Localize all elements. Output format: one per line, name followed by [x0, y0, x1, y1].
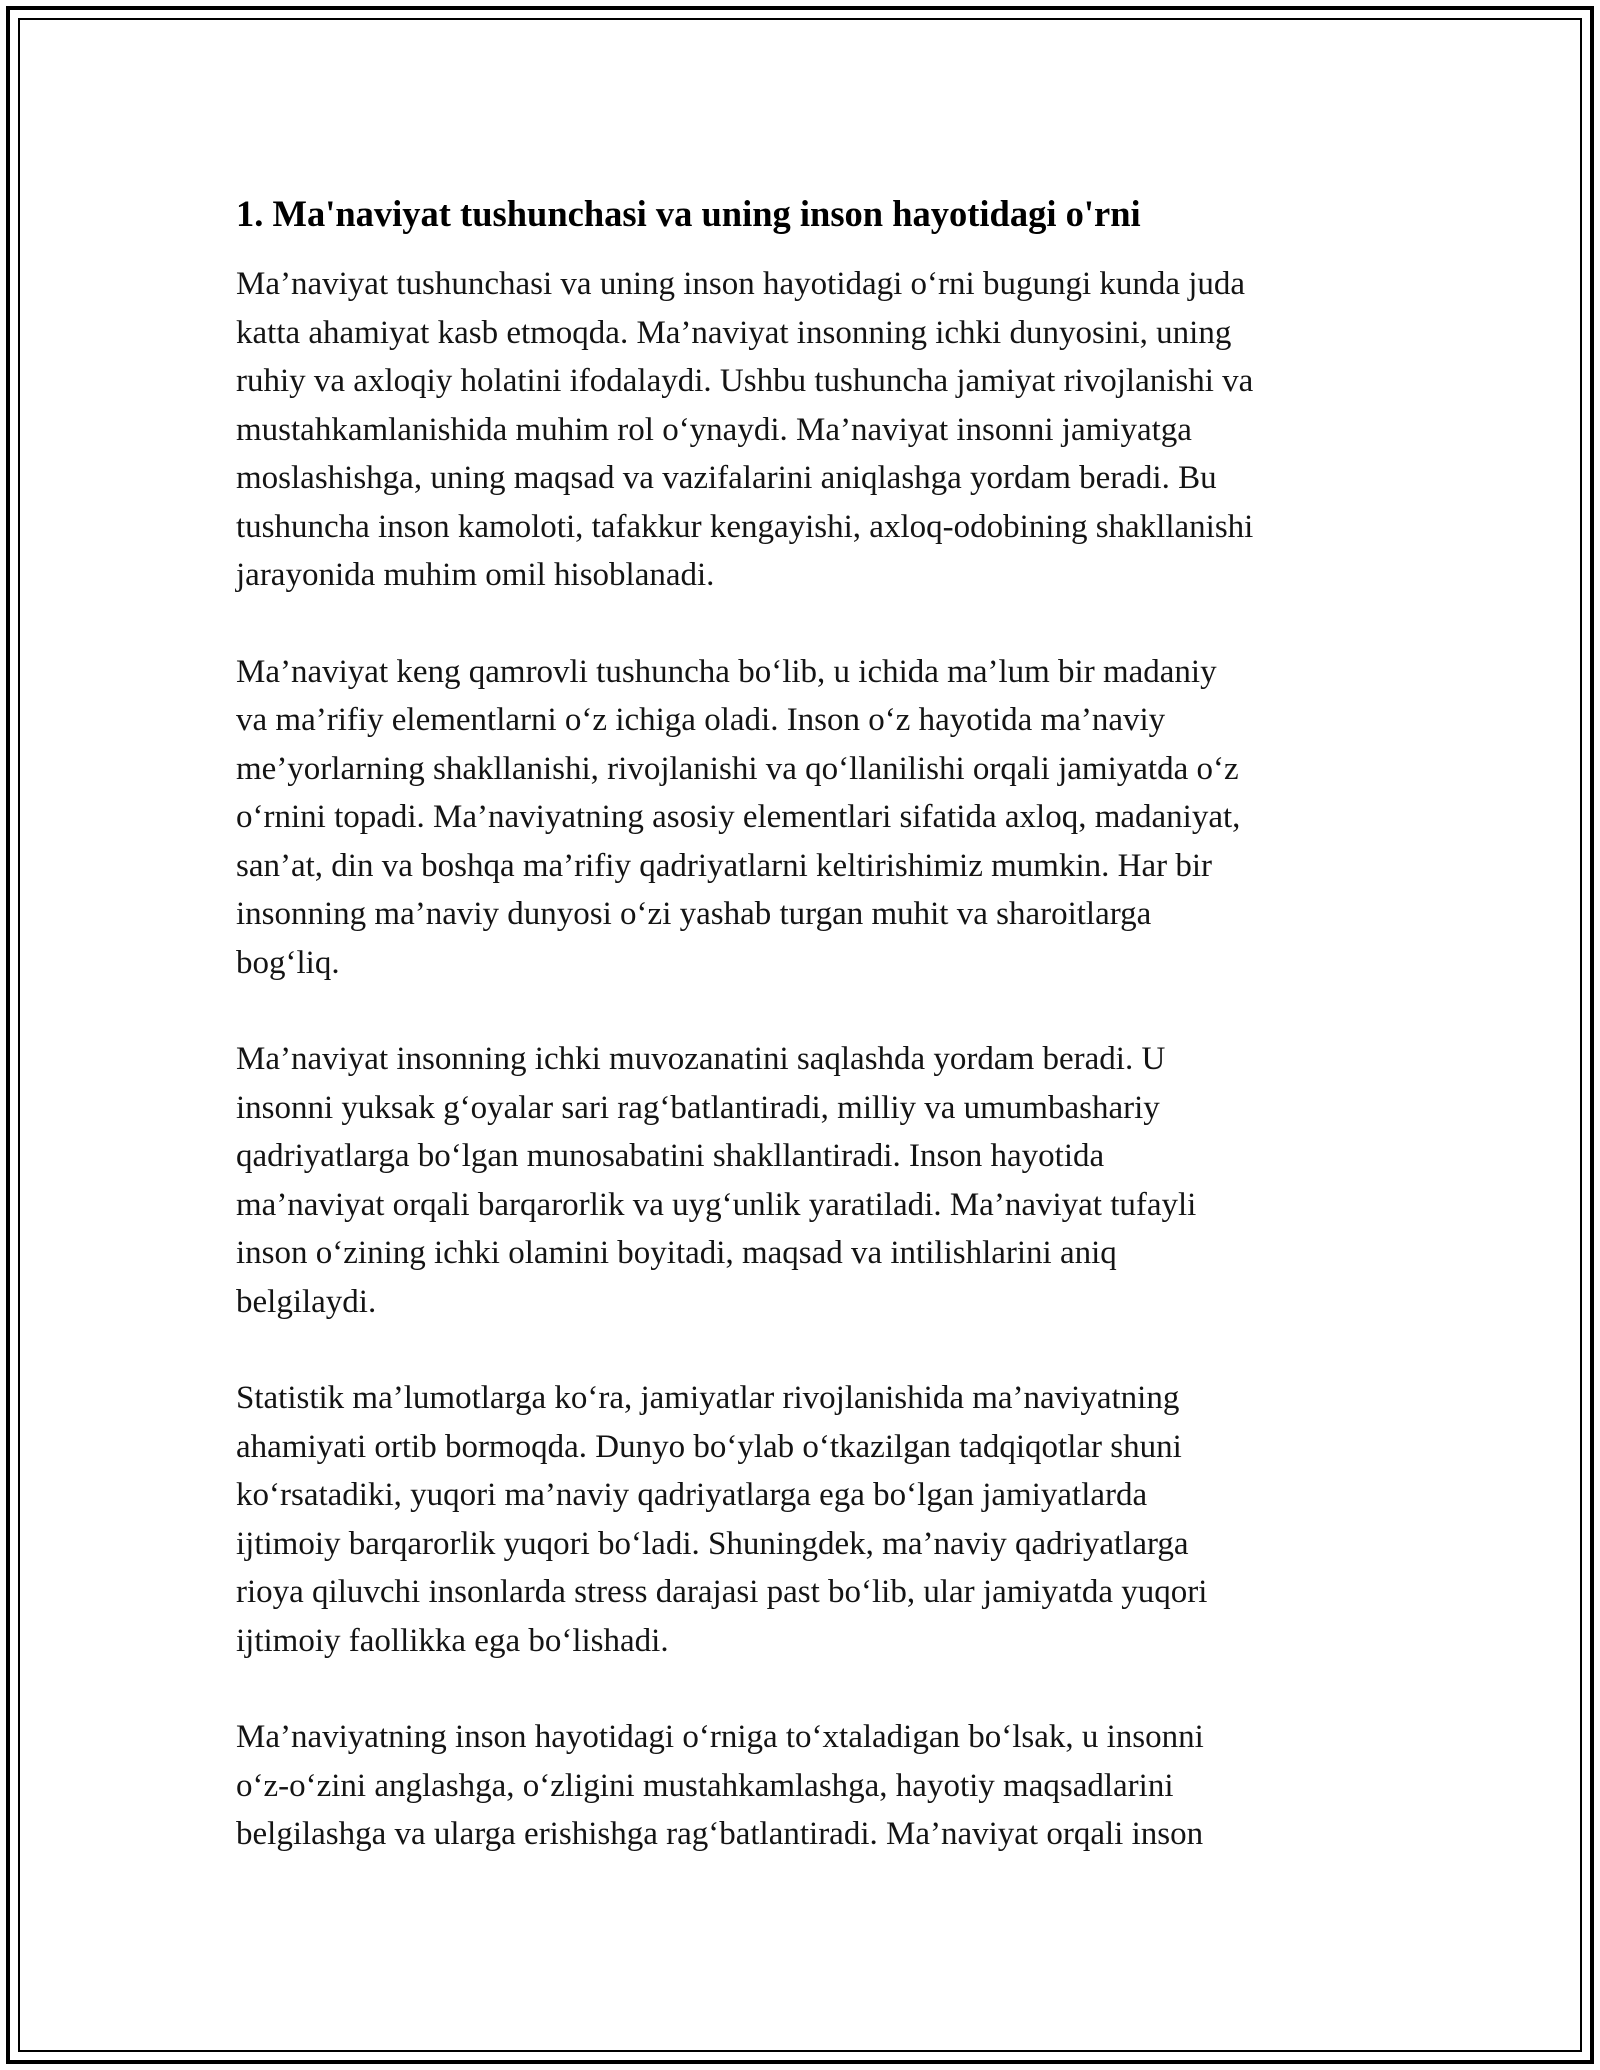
paragraph-line: belgilashga va ularga erishishga rag‘batlantiradi. Ma’naviyat orqali inson: [236, 1816, 1204, 1852]
paragraph-line: jarayonida muhim omil hisoblanadi.: [236, 557, 715, 593]
paragraph-line: qadriyatlarga bo‘lgan munosabatini shakllantiradi. Inson hayotida: [236, 1138, 1105, 1174]
paragraph-line: Ma’naviyat keng qamrovli tushuncha bo‘lib, u ichida ma’lum bir madaniy: [236, 653, 1217, 690]
paragraph-4: [236, 1374, 1386, 1665]
paragraph-line: insonning ma’naviy dunyosi o‘zi yashab turgan muhit va sharoitlarga: [236, 896, 1152, 932]
paragraph-line: ko‘rsatadiki, yuqori ma’naviy qadriyatlarga ega bo‘lgan jamiyatlarda: [236, 1477, 1148, 1513]
paragraph-line: insonni yuksak g‘oyalar sari rag‘batlantiradi, milliy va umumbashariy: [236, 1089, 1160, 1126]
paragraph-5: [236, 1713, 1386, 1859]
document-body: [236, 188, 1386, 1907]
paragraph-line: rioya qiluvchi insonlarda stress darajasi past bo‘lib, ular jamiyatda yuqori: [236, 1574, 1208, 1610]
paragraph-2: [236, 648, 1386, 988]
paragraph-line: Ma’naviyatning inson hayotidagi o‘rniga to‘xtaladigan bo‘lsak, u insonni: [236, 1719, 1204, 1755]
paragraph-line: ijtimoiy faollikka ega bo‘lishadi.: [236, 1622, 669, 1659]
paragraph-1: [236, 260, 1386, 600]
section-heading: 1. Ma'naviyat tushunchasi va uning inson hayotidagi o'rni: [236, 193, 1141, 234]
paragraph-line: inson o‘zining ichki olamini boyitadi, maqsad va intilishlarini aniq: [236, 1235, 1117, 1271]
paragraph-line: ahamiyati ortib bormoqda. Dunyo bo‘ylab o‘tkazilgan tadqiqotlar shuni: [236, 1428, 1182, 1465]
paragraph-line: ijtimoiy barqarorlik yuqori bo‘ladi. Shuningdek, ma’naviy qadriyatlarga: [236, 1525, 1189, 1562]
paragraph-line: me’yorlarning shakllanishi, rivojlanishi va qo‘llanilishi orqali jamiyatda o‘z: [236, 750, 1239, 787]
paragraph-3: [236, 1035, 1386, 1326]
paragraph-line: Statistik ma’lumotlarga ko‘ra, jamiyatlar rivojlanishida ma’naviyatning: [236, 1380, 1180, 1416]
paragraph-line: mustahkamlanishida muhim rol o‘ynaydi. Ma’naviyat insonni jamiyatga: [236, 411, 1192, 448]
paragraph-line: ruhiy va axloqiy holatini ifodalaydi. Ushbu tushuncha jamiyat rivojlanishi va: [236, 363, 1254, 399]
paragraph-line: katta ahamiyat kasb etmoqda. Ma’naviyat insonning ichki dunyosini, uning: [236, 314, 1232, 351]
paragraph-line: san’at, din va boshqa ma’rifiy qadriyatlarni keltirishimiz mumkin. Har bir: [236, 847, 1212, 884]
paragraph-line: ma’naviyat orqali barqarorlik va uyg‘unlik yaratiladi. Ma’naviyat tufayli: [236, 1186, 1197, 1223]
paragraph-line: o‘rnini topadi. Ma’naviyatning asosiy elementlari sifatida axloq, madaniyat,: [236, 799, 1241, 835]
paragraph-line: belgilaydi.: [236, 1283, 377, 1320]
paragraph-line: o‘z-o‘zini anglashga, o‘zligini mustahkamlashga, hayotiy maqsadlarini: [236, 1767, 1174, 1804]
paragraph-line: Ma’naviyat insonning ichki muvozanatini saqlashda yordam beradi. U: [236, 1041, 1166, 1077]
paragraph-line: va ma’rifiy elementlarni o‘z ichiga oladi. Inson o‘z hayotida ma’naviy: [236, 702, 1166, 738]
paragraph-line: bog‘liq.: [236, 944, 340, 981]
paragraph-line: tushuncha inson kamoloti, tafakkur kengayishi, axloq-odobining shakllanishi: [236, 508, 1254, 545]
paragraph-line: Ma’naviyat tushunchasi va uning inson hayotidagi o‘rni bugungi kunda juda: [236, 266, 1246, 302]
paragraph-line: moslashishga, uning maqsad va vazifalarini aniqlashga yordam beradi. Bu: [236, 460, 1217, 496]
